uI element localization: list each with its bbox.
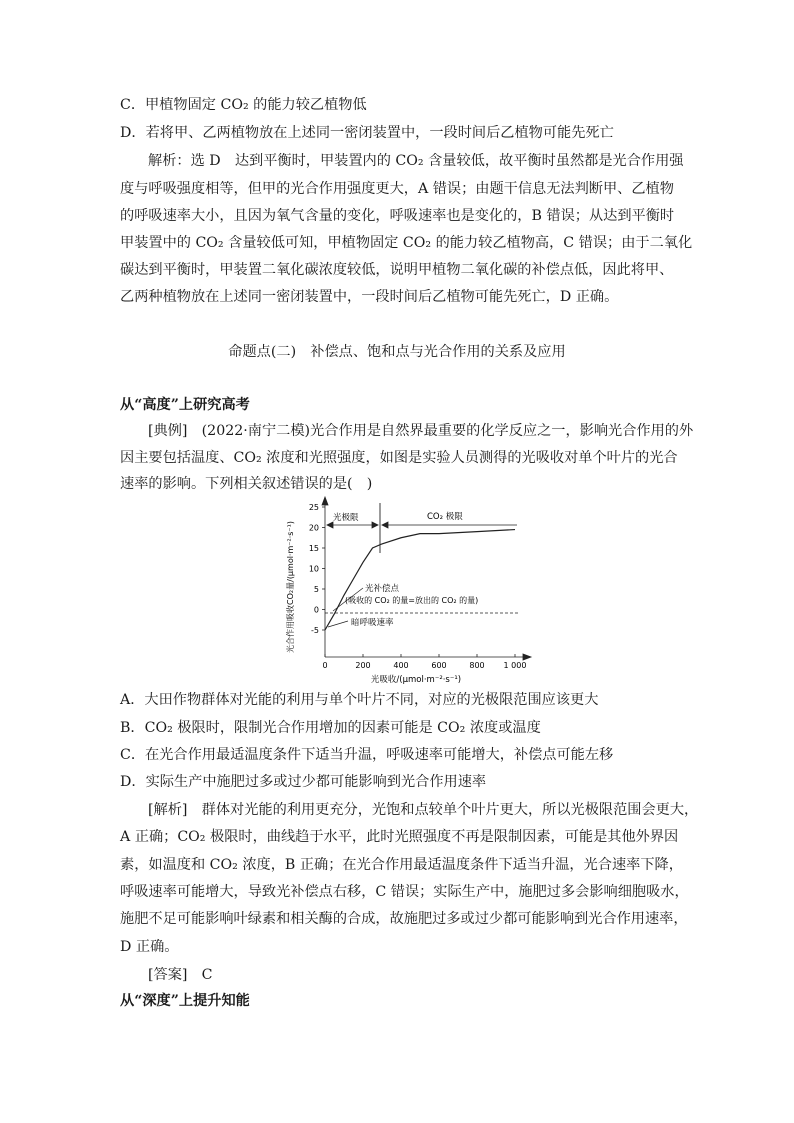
x-tick-label: 600 (431, 661, 447, 670)
explanation-line: 施肥不足可能影响叶绿素和相关酶的合成，故施肥过多或过少都可能影响到光合作用速率， (120, 911, 688, 927)
example-line: [典例] (2022·南宁二模)光合作用是自然界最重要的化学反应之一，影响光合作用的外 (148, 423, 694, 439)
y-axis-arrow (322, 497, 328, 505)
analysis-line: 乙两种植物放在上述同一密闭装置中，一段时间后乙植物可能先死亡，D 正确。 (120, 289, 619, 305)
option-c: C．在光合作用最适温度条件下适当升温，呼吸速率可能增大，补偿点可能左移 (120, 747, 614, 763)
y-tick-label: 0 (313, 605, 319, 615)
option-b: B．CO₂ 极限时，限制光合作用增加的因素可能是 CO₂ 浓度或温度 (120, 720, 541, 736)
co2-limit-label: CO₂ 极限 (427, 512, 463, 522)
light-limit-arrow-right (372, 522, 378, 528)
y-axis-label: 光合作用吸收CO₂量/(μmol·m⁻²·s⁻¹) (286, 521, 295, 653)
x-tick-label: 200 (355, 661, 371, 670)
dark-respiration-label: 暗呼吸速率 (351, 618, 394, 628)
example-line: 速率的影响。下列相关叙述错误的是( ) (120, 476, 373, 492)
analysis-line: 的呼吸速率大小，且因为氧气含量的变化，呼吸速率也是变化的，B 错误；从达到平衡时 (120, 208, 675, 224)
explanation-line: 素，如温度和 CO₂ 浓度，B 正确；在光合作用最适温度条件下适当升温，光合速率下降， (120, 857, 683, 873)
analysis-line: 甲装置中的 CO₂ 含量较低可知，甲植物固定 CO₂ 的能力较乙植物高，C 错误；由于二氧化 (120, 235, 693, 251)
explanation-line: A 正确；CO₂ 极限时，曲线趋于水平，此时光照强度不再是限制因素，可能是其他外界因 (120, 829, 679, 845)
analysis-line: 解析：选 D 达到平衡时，甲装置内的 CO₂ 含量较低，故平衡时虽然都是光合作用强 (148, 153, 684, 169)
x-axis-label: 光吸收/(μmol·m⁻²·s⁻¹) (370, 675, 462, 685)
analysis-line: 度与呼吸强度相等，但甲的光合作用强度更大，A 错误；由题干信息无法判断甲、乙植物 (120, 181, 674, 197)
x-tick-label: 800 (469, 661, 485, 670)
subheading-shendu: 从“深度”上提升知能 (120, 993, 250, 1009)
answer-line: [答案] C (148, 967, 213, 983)
option-c-line: C．甲植物固定 CO₂ 的能力较乙植物低 (120, 97, 367, 113)
example-line: 因主要包括温度、CO₂ 浓度和光照强度，如图是实验人员测得的光吸收对单个叶片的光合 (120, 450, 678, 466)
light-limit-label: 光极限 (333, 513, 359, 523)
subheading-gaodu: 从“高度”上研究高考 (120, 397, 250, 413)
y-tick-label: 5 (313, 585, 319, 594)
photosynthesis-chart (285, 495, 535, 685)
option-d-line: D．若将甲、乙两植物放在上述同一密闭装置中，一段时间后乙植物可能先死亡 (120, 125, 614, 141)
option-a: A．大田作物群体对光能的利用与单个叶片不同，对应的光极限范围应该更大 (120, 692, 599, 708)
y-tick-label: 15 (308, 544, 319, 553)
explanation-line: [解析] 群体对光能的利用更充分，光饱和点较单个叶片更大，所以光极限范围会更大， (148, 802, 699, 818)
compensation-label: 光补偿点 (365, 584, 400, 594)
co2-limit-arrow-left (382, 522, 388, 528)
y-tick-label: 10 (308, 564, 319, 574)
x-tick-label: 0 (322, 661, 328, 670)
x-axis-arrow (523, 654, 531, 660)
dark-respiration-pointer (328, 621, 348, 627)
section-title: 命题点(二) 补偿点、饱和点与光合作用的关系及应用 (228, 344, 566, 360)
y-tick-label: -5 (311, 626, 319, 635)
y-tick-label: 20 (308, 523, 319, 533)
curve-line (325, 530, 515, 630)
explanation-line: 呼吸速率可能增大，导致光补偿点右移，C 错误；实际生产中，施肥过多会影响细胞吸水， (120, 884, 689, 900)
x-tick-label: 1 000 (503, 661, 527, 670)
compensation-note: (吸收的 CO₂ 的量=放出的 CO₂ 的量) (345, 596, 479, 605)
option-d: D．实际生产中施肥过多或过少都可能影响到光合作用速率 (120, 774, 487, 790)
analysis-line: 碳达到平衡时，甲装置二氧化碳浓度较低，说明甲植物二氧化碳的补偿点低，因此将甲、 (120, 262, 674, 278)
explanation-line: D 正确。 (120, 939, 179, 955)
x-tick-label: 400 (393, 661, 409, 670)
y-tick-label: 25 (308, 503, 319, 512)
